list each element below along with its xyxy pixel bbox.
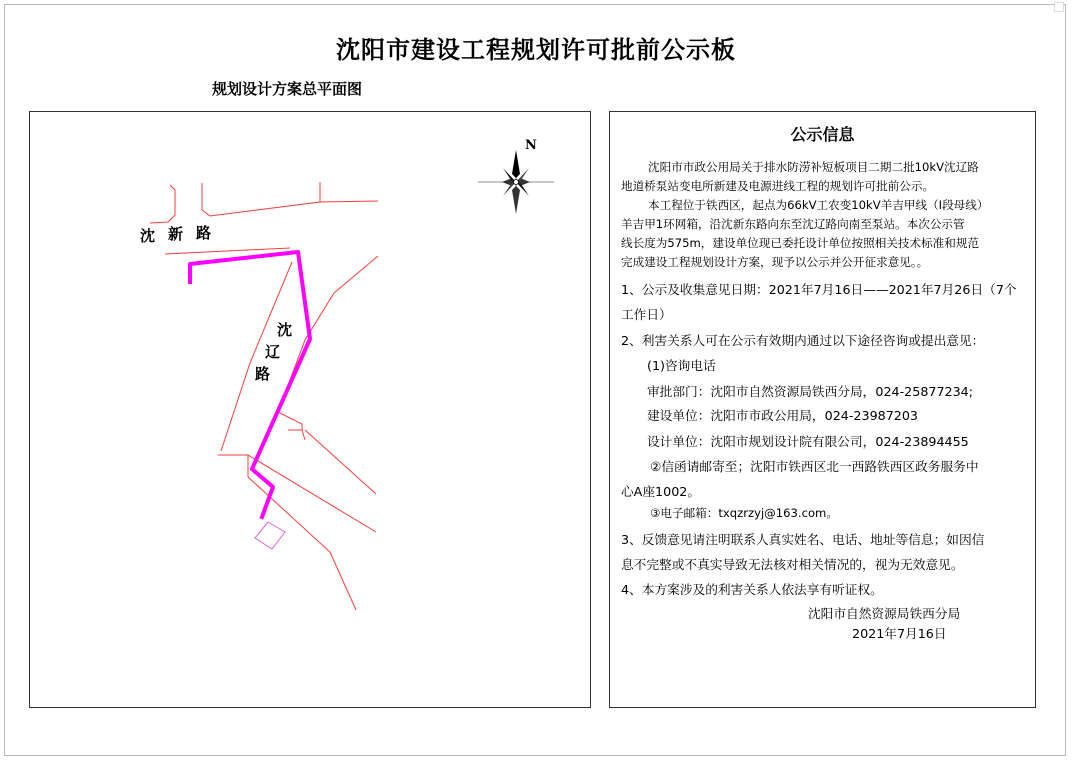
notice-phone-heading: (1)咨询电话 <box>647 358 716 373</box>
site-plan-drawing <box>30 112 590 707</box>
notice-item-3-line-2: 息不完整或不真实导致无法核对相关情况的，视为无效意见。 <box>621 557 964 572</box>
road-label-shenxin-2: 新 <box>168 225 184 243</box>
road-label-shenxin-3: 路 <box>196 224 212 242</box>
notice-panel <box>609 111 1036 708</box>
signature-date: 2021年7月16日 <box>852 626 947 641</box>
side-road-upper <box>305 430 376 494</box>
signature-organization: 沈阳市自然资源局铁西分局 <box>808 606 961 621</box>
notice-builder-contact: 建设单位：沈阳市市政公用局，024-23987203 <box>647 408 918 423</box>
notice-title: 公示信息 <box>790 125 855 144</box>
notice-designer-contact: 设计单位：沈阳市规划设计院有限公司，024-23894455 <box>647 434 969 449</box>
shenliao-road-west-edge <box>221 262 292 451</box>
notice-item-3-line-1: 3、反馈意见请注明联系人真实姓名、电话、地址等信息；如因信 <box>621 532 985 547</box>
shenxin-road-north-edge-right <box>202 182 320 216</box>
notice-intro-line-1: 沈阳市市政公用局关于排水防涝补短板项目二期二批10kV沈辽路 <box>648 160 979 174</box>
notice-body-line-2: 羊吉甲1环网箱，沿沈新东路向东至沈辽路向南至泵站。本次公示管 <box>621 217 965 231</box>
road-label-shenliao-3: 路 <box>255 365 271 383</box>
road-edges <box>150 182 378 610</box>
notice-email-line <box>650 505 838 521</box>
road-label-shenliao-2: 辽 <box>265 343 281 361</box>
notice-item-4: 4、本方案涉及的利害关系人依法享有听证权。 <box>621 582 883 597</box>
email-end: 。 <box>826 506 838 520</box>
shenxin-road-north-edge-far <box>320 201 378 202</box>
notice-body-line-3: 线长度为575m，建设单位现已委托设计单位按照相关技术标准和规范 <box>621 236 980 250</box>
pump-station-outline <box>255 522 285 549</box>
road-block-2 <box>288 430 305 440</box>
email-address[interactable]: txqzrzyj@163.com <box>718 506 827 520</box>
window-corner-mark <box>1054 2 1064 12</box>
page-title: 沈阳市建设工程规划许可批前公示板 <box>336 35 736 64</box>
road-block-1 <box>278 412 302 430</box>
site-plan-map <box>29 111 591 708</box>
shenxin-road-north-edge-left <box>150 185 175 223</box>
notice-body-line-4: 完成建设工程规划设计方案，现予以公示并公开征求意见。。 <box>621 255 929 269</box>
notice-item-1-line-1: 1、公示及收集意见日期：2021年7月16日——2021年7月26日（7个 <box>621 282 1017 297</box>
notice-intro-line-2: 地道桥泵站变电所新建及电源进线工程的规划许可批前公示。 <box>621 179 935 193</box>
road-label-shenliao-1: 沈 <box>277 321 293 339</box>
shenliao-road-ne-edge <box>334 256 378 293</box>
email-label: ③电子邮箱： <box>650 506 719 520</box>
notice-mail-line-1: ②信函请邮寄至；沈阳市铁西区北一西路铁西区政务服务中 <box>650 459 979 474</box>
power-line-route <box>190 252 310 517</box>
map-title: 规划设计方案总平面图 <box>212 80 363 98</box>
notice-item-2: 2、利害关系人可在公示有效期内通过以下途径咨询或提出意见： <box>621 333 985 348</box>
notice-approver-contact: 审批部门：沈阳市自然资源局铁西分局，024-25877234; <box>647 384 974 399</box>
road-block-3 <box>218 455 248 477</box>
side-road-lower <box>248 455 376 532</box>
north-arrow-compass <box>478 150 554 214</box>
north-label: N <box>525 138 537 153</box>
road-label-shenxin-1: 沈 <box>140 227 156 245</box>
notice-item-1-line-2: 工作日） <box>621 307 672 322</box>
notice-mail-line-2: 心A座1002。 <box>621 484 701 499</box>
notice-body-line-1: 本工程位于铁西区，起点为66kV工农变10kV羊吉甲线（I段母线） <box>648 198 989 212</box>
